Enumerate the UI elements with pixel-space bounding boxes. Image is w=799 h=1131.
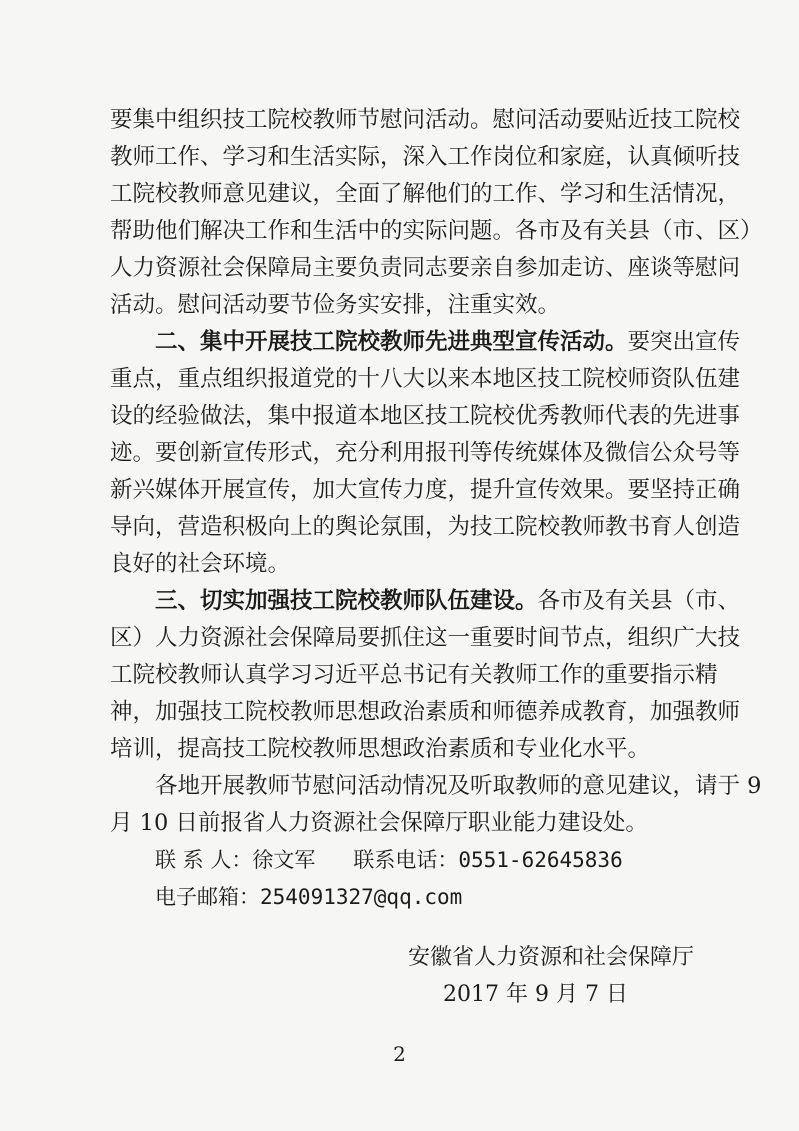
contact-email: 254091327@qq.com [260, 885, 463, 909]
contact-email-row [155, 881, 462, 913]
section-2-heading: 二、集中开展技工院校教师先进典型宣传活动。 [155, 329, 628, 355]
paragraph-line: 重点，重点组织报道党的十八大以来本地区技工院校师资队伍建 [110, 366, 741, 392]
paragraph-line: 各地开展教师节慰问活动情况及听取教师的意见建议，请于 9 [155, 773, 762, 799]
paragraph-line: 月 10 日前报省人力资源社会保障厅职业能力建设处。 [110, 810, 648, 836]
paragraph-line: 工院校教师意见建议，全面了解他们的工作、学习和生活情况， [110, 181, 741, 207]
paragraph-line: 人力资源社会保障局主要负责同志要亲自参加走访、座谈等慰问 [110, 255, 741, 281]
paragraph-line: 设的经验做法，集中报道本地区技工院校优秀教师代表的先进事 [110, 403, 741, 429]
paragraph-line: 要集中组织技工院校教师节慰问活动。慰问活动要贴近技工院校 [110, 107, 741, 133]
section-3-text: 各市及有关县（市、 [537, 588, 741, 614]
paragraph-line: 新兴媒体开展宣传，加大宣传力度，提升宣传效果。要坚持正确 [110, 477, 741, 503]
paragraph-line: 教师工作、学习和生活实际，深入工作岗位和家庭，认真倾听技 [110, 144, 741, 170]
paragraph-line: 活动。慰问活动要节俭务实安排，注重实效。 [110, 292, 561, 318]
signature-date: 2017 年 9 月 7 日 [443, 982, 628, 1007]
paragraph-line: 迹。要创新宣传形式，充分利用报刊等传统媒体及微信公众号等 [110, 440, 741, 466]
section-2-text: 要突出宣传 [627, 329, 741, 355]
contact-email-label: 电子邮箱： [155, 885, 260, 909]
section-3-heading: 三、切实加强技工院校教师队伍建设。 [155, 588, 538, 614]
paragraph-line: 神，加强技工院校教师思想政治素质和师德养成教育，加强教师 [110, 699, 741, 725]
contact-person-label: 联 系 人： [155, 848, 253, 872]
paragraph-line: 帮助他们解决工作和生活中的实际问题。各市及有关县（市、区） [110, 218, 763, 244]
paragraph-line: 区）人力资源社会保障局要抓住这一重要时间节点，组织广大技 [110, 625, 741, 651]
paragraph-line: 良好的社会环境。 [110, 551, 291, 577]
section-3-first-line [155, 585, 741, 617]
signature-org: 安徽省人力资源和社会保障厅 [408, 945, 695, 970]
paragraph-line: 工院校教师认真学习习近平总书记有关教师工作的重要指示精 [110, 662, 718, 688]
contact-phone-label: 联系电话： [353, 848, 459, 872]
paragraph-line: 导向，营造积极向上的舆论氛围，为技工院校教师教书育人创造 [110, 514, 741, 540]
contact-phone: 0551-62645836 [458, 848, 623, 872]
paragraph-line: 培训，提高技工院校教师思想政治素质和专业化水平。 [110, 736, 651, 762]
contact-person-name: 徐文军 [252, 848, 316, 872]
page-number: 2 [393, 1042, 406, 1066]
contact-person-row [155, 844, 623, 876]
section-2-first-line [155, 326, 741, 358]
